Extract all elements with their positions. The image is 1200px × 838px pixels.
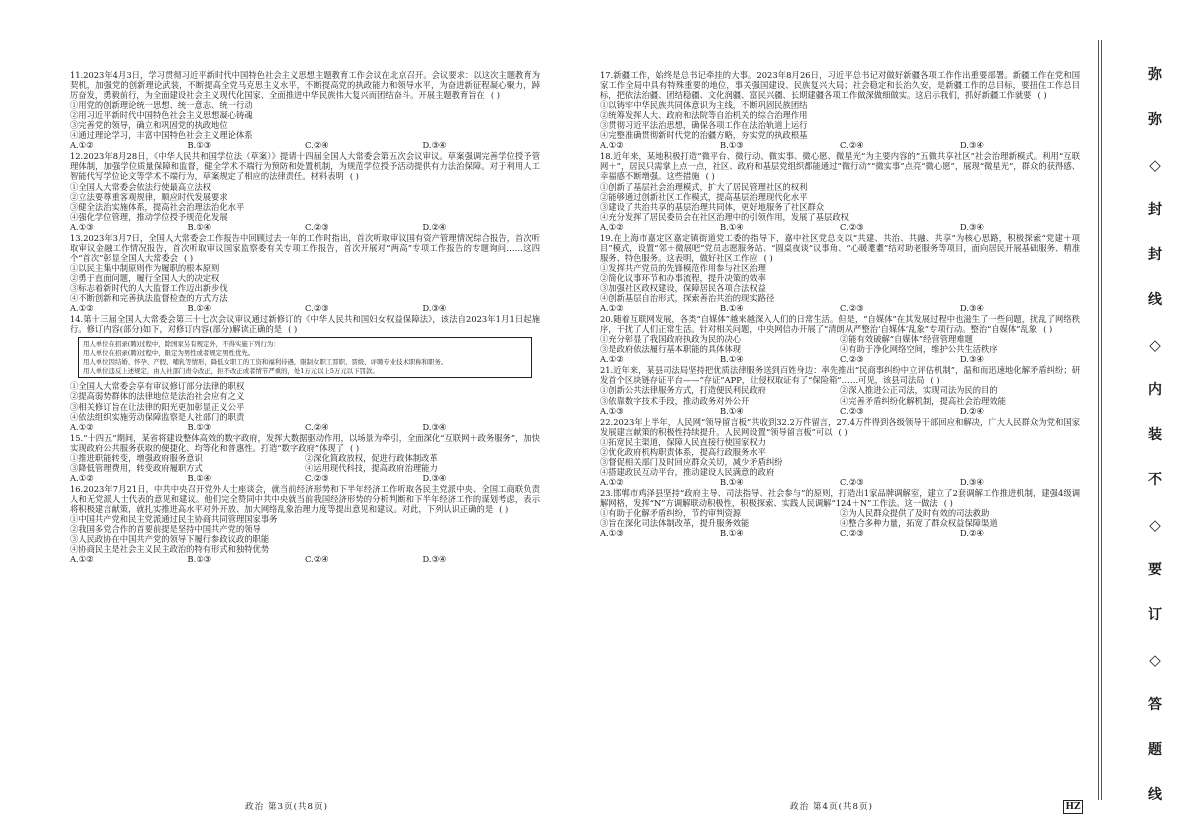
question-text bbox=[70, 151, 540, 181]
option-item: ④协商民主是社会主义民主政治的特有形式和独特优势 bbox=[70, 544, 270, 555]
subject-tag: HZ bbox=[1063, 800, 1083, 814]
choice-item: B.①④ bbox=[720, 303, 744, 314]
option-list bbox=[70, 514, 540, 554]
choice-item: C.②④ bbox=[305, 140, 329, 151]
option-list bbox=[70, 263, 540, 303]
seal-char: ◇ bbox=[1149, 651, 1161, 669]
page-footer-left: 政治 第3页(共8页) bbox=[245, 802, 328, 812]
choice-row bbox=[70, 422, 540, 432]
choice-item: A.①② bbox=[70, 421, 94, 432]
option-item: ①全国人大常委会依法行使最高立法权 bbox=[70, 181, 212, 192]
option-item: ④完善矛盾纠纷化解机制，提高社会治理效能 bbox=[840, 395, 1006, 406]
choice-row bbox=[70, 473, 540, 483]
choice-row bbox=[600, 477, 1080, 487]
option-item: ②优化政府机构职责体系，提高行政服务水平 bbox=[600, 446, 766, 457]
answer-paren: ( ) bbox=[838, 426, 848, 437]
answer-paren: ( ) bbox=[705, 171, 715, 182]
seal-char: 线 bbox=[1148, 292, 1162, 308]
law-excerpt-line: 用人单位在招录(聘)过程中，限定为男性或者规定男性优先。 bbox=[83, 349, 255, 358]
option-item: ④创新基层自治形式，探索善治共治的现实路径 bbox=[600, 293, 775, 304]
answer-paren: ( ) bbox=[349, 171, 359, 182]
choice-item: D.③④ bbox=[422, 140, 447, 151]
option-item: ③督促相关部门及时回应群众关切，减少矛盾纠纷 bbox=[600, 456, 783, 467]
choice-item: D.③④ bbox=[960, 303, 984, 314]
choice-item: C.②③ bbox=[840, 476, 864, 487]
right-column bbox=[600, 70, 1080, 539]
seal-char: ◇ bbox=[1149, 156, 1161, 174]
choice-item: C.②④ bbox=[305, 421, 329, 432]
seal-char: 内 bbox=[1148, 382, 1162, 398]
choice-item: B.①③ bbox=[187, 421, 212, 432]
option-item: ②立法要尊重客观规律，顺应时代发展要求 bbox=[70, 191, 228, 202]
question-block bbox=[70, 70, 540, 150]
option-item: ①中国共产党和民主党派通过民主协商共同管理国家事务 bbox=[70, 514, 278, 525]
question-text bbox=[600, 233, 1080, 263]
option-item: ②简化议事环节和办事流程，提升决策的效率 bbox=[600, 272, 766, 283]
question-block bbox=[600, 314, 1080, 364]
binding-line-outer bbox=[1101, 40, 1102, 800]
left-column bbox=[70, 70, 540, 565]
option-list bbox=[600, 334, 1080, 354]
choice-item: C.②④ bbox=[840, 140, 864, 151]
choice-item: C.②③ bbox=[840, 528, 864, 539]
question-block bbox=[70, 433, 540, 483]
option-item: ①充分彰显了我国政府执政为民的决心 bbox=[600, 334, 742, 345]
question-block bbox=[600, 488, 1080, 538]
choice-item: D.③④ bbox=[960, 476, 984, 487]
question-block bbox=[70, 233, 540, 313]
seal-char: ◇ bbox=[1149, 336, 1161, 354]
option-item: ③完善党的领导，确立和巩固党的执政地位 bbox=[70, 120, 228, 131]
option-item: ①创新公共法律服务方式，打造便民利民政府 bbox=[600, 385, 766, 396]
seal-char: 题 bbox=[1148, 742, 1162, 758]
choice-item: C.②③ bbox=[840, 354, 864, 365]
option-item: ②深化简政放权，促进行政体制改革 bbox=[305, 452, 438, 463]
choice-row bbox=[70, 222, 540, 232]
choice-item: A.①② bbox=[600, 303, 624, 314]
option-item: ②能够通过创新社区工作模式，提高基层治理现代化水平 bbox=[600, 191, 808, 202]
choice-item: B.①③ bbox=[187, 554, 212, 565]
question-text bbox=[70, 484, 540, 514]
choice-item: D.②④ bbox=[422, 221, 447, 232]
law-excerpt-line: 用人单位违反上述规定，由人社部门责令改正，拒不改正或者情节严重的，处1万元以上5万元以下罚款。 bbox=[83, 366, 379, 375]
law-excerpt-line: 用人单位在招录(聘)过程中，除国家另有规定外，不得实施下列行为： bbox=[83, 340, 280, 349]
option-item: ②能有效破解“自媒体”经营管理难题 bbox=[840, 334, 973, 345]
option-item: ②为人民群众提供了及时有效的司法救助 bbox=[840, 508, 990, 519]
question-text bbox=[600, 365, 1080, 385]
seal-char: 封 bbox=[1148, 202, 1162, 218]
option-item: ④依法组织实施劳动保障监察是人社部门的职责 bbox=[70, 411, 245, 422]
option-item: ②勇于直面问题，履行全国人大的决定权 bbox=[70, 272, 220, 283]
question-text bbox=[600, 151, 1080, 181]
choice-item: B.①④ bbox=[720, 476, 744, 487]
option-item: ③人民政协在中国共产党的领导下履行参政议政的职能 bbox=[70, 534, 270, 545]
option-item: ④搭建政民互动平台，推动建设人民满意的政府 bbox=[600, 466, 775, 477]
question-stem: 11.2023年4月3日，学习贯彻习近平新时代中国特色社会主义思想主题教育工作会议在北京召开。会议要求：以这次主题教育为契机，加强党的创新理论武装，不断提高全党马克思主义水平，不断提高党的执政能力和领导水平，为奋进新征程凝心聚力，踔厉奋发，勇毅前行，为全面建设社会主义现代化国家、全面推进中华民族伟大复兴而团结奋斗。开展主题教育旨在 bbox=[70, 70, 540, 101]
choice-item: D.③④ bbox=[422, 421, 447, 432]
option-item: ②提高弱势群体的法律地位是法治社会应有之义 bbox=[70, 391, 245, 402]
option-item: ③降低管理费用，转变政府履职方式 bbox=[70, 462, 203, 473]
choice-item: B.①④ bbox=[187, 303, 212, 314]
choice-item: A.①② bbox=[70, 554, 94, 565]
choice-item: B.①④ bbox=[720, 354, 744, 365]
seal-char: ◇ bbox=[1149, 516, 1161, 534]
choice-item: D.③④ bbox=[960, 354, 984, 365]
choice-item: C.②④ bbox=[305, 554, 329, 565]
option-list bbox=[600, 263, 1080, 303]
choice-item: D.③④ bbox=[422, 472, 447, 483]
seal-char: 弥 bbox=[1148, 67, 1162, 83]
question-block bbox=[600, 417, 1080, 487]
seal-char: 答 bbox=[1148, 697, 1162, 713]
option-item: ④充分发挥了居民委员会在社区治理中的引领作用，发展了基层政权 bbox=[600, 211, 849, 222]
answer-paren: ( ) bbox=[288, 324, 298, 335]
choice-item: B.①④ bbox=[187, 221, 212, 232]
option-item: ①推进职能转变，增强政府服务意识 bbox=[70, 452, 203, 463]
choice-item: D.③④ bbox=[422, 554, 447, 565]
option-item: ③贯彻习近平法治思想，确保各项工作在法治轨道上运行 bbox=[600, 120, 808, 131]
question-text bbox=[70, 70, 540, 100]
option-item: ③旨在深化司法体制改革，提升服务效能 bbox=[600, 518, 750, 529]
question-block bbox=[70, 151, 540, 231]
option-list bbox=[600, 182, 1080, 222]
choice-item: B.①④ bbox=[720, 221, 744, 232]
question-text bbox=[600, 314, 1080, 334]
choice-item: A.①③ bbox=[600, 528, 624, 539]
choice-item: C.②③ bbox=[840, 221, 864, 232]
choice-item: C.②③ bbox=[305, 221, 329, 232]
answer-paren: ( ) bbox=[763, 252, 773, 263]
option-item: ③是政府依法履行基本职能的具体体现 bbox=[600, 344, 742, 355]
choice-item: B.①④ bbox=[720, 528, 744, 539]
choice-item: C.②③ bbox=[305, 472, 329, 483]
option-item: ①创新了基层社会治理模式，扩大了居民管理社区的权利 bbox=[600, 181, 808, 192]
option-item: ②深入推进公正司法，实现司法为民的目的 bbox=[840, 385, 998, 396]
binding-line-inner bbox=[1098, 40, 1099, 800]
question-stem: 16.2023年7月21日，中共中央召开党外人士座谈会，就当前经济形势和下半年经济工作听取各民主党派中央、全国工商联负责人和无党派人士代表的意见和建议。他们完全赞同中共中央就当前我国经济形势的分析判断和下半年经济工作的谋划考虑，表示将积极建言献策，就扎实推进高水平对外开放、加大网络乱象治理力度等提出意见和建议。对此，下列认识正确的是 bbox=[70, 483, 540, 514]
question-stem: 19.在上海市嘉定区嘉定镇街道党工委的指导下，嘉中社区党总支以“共建、共治、共融、共享”为核心思路，积极探索“党建＋项目”模式，设置“邻＋微展吧”党员志愿服务站、“圆桌夜谈”议事角、“心暖耄耋”结对助老服务等项目，面向居民开展基础服务、精准服务、特色服务。这表明，做好社区工作应 bbox=[600, 232, 1080, 263]
option-list bbox=[70, 182, 540, 222]
option-list bbox=[600, 437, 1080, 477]
choice-row bbox=[600, 303, 1080, 313]
question-text bbox=[600, 70, 1080, 100]
question-stem: 20.随着互联网发展，各类“自媒体”越来越深入人们的日常生活。但是，“自媒体”在其发展过程中也滋生了一些问题，扰乱了网络秩序，干扰了人们正常生活。针对相关问题，中央网信办开展了“清朗从严整治‘自媒体’乱象”专项行动。整治“自媒体”乱象 bbox=[600, 314, 1080, 335]
question-stem: 15.“十四五”期间，某省将建设整体高效的数字政府，发挥大数据驱动作用，以场景为牵引，全面深化“互联网＋政务服务”，加快实现政府公共服务获取的便捷化、均等化和普惠性。打造“数字政府”体现了 bbox=[70, 432, 540, 453]
option-item: ④完整准确贯彻新时代党的治疆方略，夯实党的执政根基 bbox=[600, 130, 808, 141]
option-item: ①拓宽民主渠道，保障人民直接行使国家权力 bbox=[600, 436, 766, 447]
question-stem: 21.近年来，某县司法局坚持把优质法律服务送到百姓身边：率先推出“民商事纠纷中立评估机制”，温和而迅速地化解矛盾纠纷；研发首个区块链存证平台——“存证”APP，让侵权取证有了“保险箱”……可见，该县司法局 bbox=[600, 365, 1080, 386]
question-stem: 22.2023年上半年，人民网“领导留言板”共收到32.2万件留言，27.4万件得到各级领导干部回应和解决，广大人民群众为党和国家发展建言献策的积极性持续提升。人民网设置“领导留言板”可以 bbox=[600, 416, 1080, 437]
option-list bbox=[600, 508, 1080, 528]
question-stem: 23.邯郸市鸡泽县坚持“政府主导、司法指导、社会参与”的原则，打造出1家品牌调解室，建立了2套调解工作推进机制，建强4级调解网格，发挥“N”方调解联动积极性，积极探索、实践人民调解“124＋N”工作法。这一做法 bbox=[600, 487, 1080, 508]
question-block bbox=[600, 365, 1080, 415]
option-item: ③相关修订旨在让法律的阳光更加彰显正义公平 bbox=[70, 401, 245, 412]
answer-paren: ( ) bbox=[1043, 324, 1053, 335]
question-block bbox=[70, 484, 540, 564]
question-text bbox=[600, 417, 1080, 437]
law-excerpt-box bbox=[78, 337, 532, 378]
choice-item: D.③④ bbox=[960, 140, 984, 151]
option-item: ③建设了共治共享的基层治理共同体，更好地服务了社区群众 bbox=[600, 201, 825, 212]
seal-char: 要 bbox=[1148, 562, 1162, 578]
answer-paren: ( ) bbox=[350, 442, 360, 453]
answer-paren: ( ) bbox=[184, 252, 194, 263]
choice-item: B.①④ bbox=[187, 472, 212, 483]
question-stem: 17.新疆工作，始终是总书记牵挂的大事。2023年8月26日，习近平总书记对做好新疆各项工作作出重要部署。新疆工作在党和国家工作全局中具有特殊重要的地位，事关强国建设、民族复兴大局；社会稳定和长治久安，是新疆工作的总目标，要扭住工作总目标，把依法治疆、团结稳疆、文化润疆、富民兴疆、长期建疆各项工作做深做细做实。这启示我们，抓好新疆工作就要 bbox=[600, 70, 1080, 101]
option-list bbox=[70, 100, 540, 140]
seal-char: 订 bbox=[1148, 607, 1162, 623]
choice-item: A.①② bbox=[600, 476, 624, 487]
answer-paren: ( ) bbox=[930, 375, 940, 386]
choice-row bbox=[600, 528, 1080, 538]
choice-row bbox=[600, 406, 1080, 416]
choice-item: D.③④ bbox=[960, 221, 984, 232]
option-item: ①发挥共产党员的先锋模范作用参与社区治理 bbox=[600, 262, 766, 273]
option-item: ③依靠数字技术手段，推动政务对外公开 bbox=[600, 395, 750, 406]
seal-line-text bbox=[1140, 67, 1170, 810]
question-stem: 18.近年来，某地积极打造“微平台、微行动、微实事、微心愿、微星光”为主要内容的“五微共享社区”社会治理新模式。利用“互联网＋”，居民只需掌上点一点，社区、政府和基层党组织都能通过“微行动”“微实事”点亮“微心愿”，展现“微星光”，群众的获得感、幸福感不断增强。这些措施 bbox=[600, 151, 1080, 182]
choice-item: C.②③ bbox=[840, 405, 864, 416]
choice-item: A.①② bbox=[70, 303, 94, 314]
option-item: ③健全法治实施体系，提高社会治理法治化水平 bbox=[70, 201, 245, 212]
choice-item: D.②④ bbox=[960, 528, 984, 539]
choice-item: B.①③ bbox=[187, 140, 212, 151]
choice-item: C.②③ bbox=[840, 303, 864, 314]
option-item: ③标志着新时代的人大监督工作迈出新步伐 bbox=[70, 282, 228, 293]
answer-paren: ( ) bbox=[1037, 90, 1047, 101]
question-block bbox=[600, 70, 1080, 150]
option-item: ②统筹发挥人大、政府和法院等自治机关的综合治理作用 bbox=[600, 110, 808, 121]
question-text bbox=[600, 488, 1080, 508]
question-block bbox=[600, 233, 1080, 313]
choice-item: B.①③ bbox=[720, 140, 744, 151]
choice-item: A.①② bbox=[70, 472, 94, 483]
answer-paren: ( ) bbox=[499, 503, 509, 514]
option-list bbox=[70, 381, 540, 421]
question-stem: 12.2023年8月28日，《中华人民共和国学位法（草案）》提请十四届全国人大常委会第五次会议审议。草案强调完善学位授予管理体制，加强学位质量保障和监督，健全学术不端行为预防和处置机制，为规范学位授予活动提供有力法治保障。对于利用人工智能代写学位论文等学术不端行为，草案规定了相应的法律责任。材料表明 bbox=[70, 151, 540, 182]
answer-paren: ( ) bbox=[943, 497, 953, 508]
choice-item: C.②③ bbox=[305, 303, 329, 314]
choice-item: A.①② bbox=[70, 140, 94, 151]
choice-item: A.①② bbox=[600, 354, 624, 365]
answer-paren: ( ) bbox=[490, 90, 500, 101]
choice-item: A.①③ bbox=[600, 405, 624, 416]
option-item: ④强化学位管理，推动学位授予规范化发展 bbox=[70, 211, 228, 222]
question-text bbox=[70, 314, 540, 334]
question-block bbox=[600, 151, 1080, 231]
option-item: ①以民主集中制原则作为履职的根本原则 bbox=[70, 262, 220, 273]
choice-row bbox=[70, 554, 540, 564]
seal-char: 弥 bbox=[1148, 112, 1162, 128]
option-item: ④有助于净化网络空间，维护公共生活秩序 bbox=[840, 344, 998, 355]
question-text bbox=[70, 233, 540, 263]
choice-item: D.③④ bbox=[422, 303, 447, 314]
seal-char: 不 bbox=[1148, 472, 1162, 488]
choice-row bbox=[600, 140, 1080, 150]
option-item: ①有助于化解矛盾纠纷，节约审判资源 bbox=[600, 508, 742, 519]
choice-item: D.②④ bbox=[960, 405, 984, 416]
option-item: ④运用现代科技，提高政府治理能力 bbox=[305, 462, 438, 473]
choice-item: B.①④ bbox=[720, 405, 744, 416]
seal-char: 封 bbox=[1148, 247, 1162, 263]
choice-row bbox=[70, 140, 540, 150]
choice-row bbox=[600, 354, 1080, 364]
option-item: ④通过理论学习，丰富中国特色社会主义理论体系 bbox=[70, 130, 253, 141]
question-block bbox=[70, 314, 540, 432]
seal-char: 装 bbox=[1148, 427, 1162, 443]
choice-item: A.①③ bbox=[70, 221, 94, 232]
seal-char: 线 bbox=[1148, 787, 1162, 803]
question-text bbox=[70, 433, 540, 453]
question-stem: 13.2023年3月7日，全国人大常委会工作报告中回顾过去一年的工作时指出，首次听取审议国有资产管理情况综合报告，首次听取审议金融工作情况报告，首次听取审议国家监察委有关专项工作报告，首次开展对“两高”专项工作报告的专题询问……这四个“首次”彰显全国人大常委会 bbox=[70, 232, 540, 263]
choice-item: A.①② bbox=[600, 221, 624, 232]
choice-item: A.①② bbox=[600, 140, 624, 151]
option-item: ①全国人大常委会享有审议修订部分法律的职权 bbox=[70, 381, 245, 392]
option-item: ②我国多党合作的首要前提是坚持中国共产党的领导 bbox=[70, 524, 261, 535]
option-list bbox=[600, 385, 1080, 405]
page-footer-right: 政治 第4页(共8页) bbox=[790, 802, 873, 812]
option-item: ③加强社区政权建设，保障居民各项合法权益 bbox=[600, 282, 766, 293]
option-item: ①用党的创新理论统一思想、统一意志、统一行动 bbox=[70, 100, 253, 111]
option-item: ④不断创新和完善执法监督检查的方式方法 bbox=[70, 293, 228, 304]
option-list bbox=[70, 453, 540, 473]
option-item: ②用习近平新时代中国特色社会主义思想凝心铸魂 bbox=[70, 110, 253, 121]
choice-row bbox=[600, 222, 1080, 232]
choice-row bbox=[70, 303, 540, 313]
option-item: ④整合多种力量，拓宽了群众权益保障渠道 bbox=[840, 518, 998, 529]
law-excerpt-line: 用人单位因结婚、怀孕、产假、哺乳等情形，降低女职工的工资和福利待遇，限制女职工晋职、晋级、评聘专业技术职称和职务。 bbox=[83, 357, 448, 366]
question-stem: 14.第十三届全国人大常委会第三十七次会议审议通过新修订的《中华人民共和国妇女权益保障法》，该法自2023年1月1日起施行。修订内容(部分)如下，对修订内容(部分)解读正确的是 bbox=[70, 314, 540, 335]
option-list bbox=[600, 100, 1080, 140]
option-item: ①以铸牢中华民族共同体意识为主线，不断巩固民族团结 bbox=[600, 100, 808, 111]
